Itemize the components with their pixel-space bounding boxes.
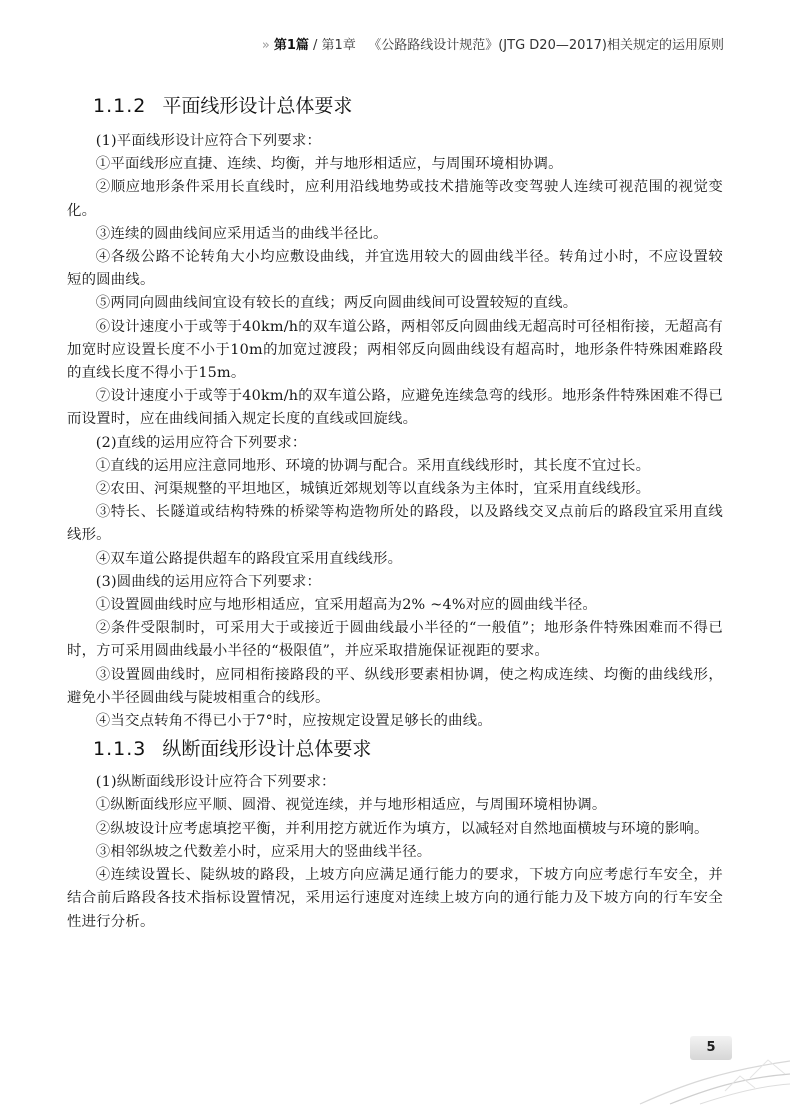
paragraph: (2)直线的运用应符合下列要求： [95,434,307,451]
section-title: 平面线形设计总体要求 [162,95,353,117]
paragraph: ②顺应地形条件采用长直线时，应利用沿线地势或技术措施等改变驾驶人连续可视范围的视觉变化。 [67,179,723,219]
road-illustration-decoration [630,1016,790,1106]
paragraph: ③特长、长隧道或结构特殊的桥梁等构造物所处的路段，以及路线交叉点前后的路段宜采用直线线形。 [67,504,723,544]
section-heading-1-1-3 [67,738,723,760]
section-body-1-1-3 [67,771,723,933]
section-body-1-1-2 [67,130,723,733]
section-number: 1.1.3 [93,738,147,761]
running-header [0,34,724,53]
paragraph: ⑥设计速度小于或等于40km/h的双车道公路，两相邻反向圆曲线无超高时可径相衔接，无超高有加宽时应设置长度不小于10m的加宽过渡段；两相邻反向圆曲线设有超高时，地形条件特殊困难路段的直线长度不得小于15m。 [67,318,723,382]
paragraph: (1)平面线形设计应符合下列要求： [95,133,322,149]
part-label: 第1篇 [273,38,309,53]
page-content [67,95,723,934]
paragraph: ①直线的运用应注意同地形、环境的协调与配合。采用直线线形时，其长度不宜过长。 [95,457,651,474]
paragraph: ①平面线形应直捷、连续、均衡，并与地形相适应，与周围环境相协调。 [95,156,563,173]
paragraph: ②条件受限制时，可采用大于或接近于圆曲线最小半径的“一般值”；地形条件特殊困难而不得已时，方可采用圆曲线最小半径的“极限值”，并应采取措施保证视距的要求。 [67,620,723,660]
chevron-icon: » [261,38,268,53]
paragraph: ④连续设置长、陡纵坡的路段，上坡方向应满足通行能力的要求，下坡方向应考虑行车安全，并结合前后路段各技术指标设置情况，采用运行速度对连续上坡方向的通行能力及下坡方向的行车安全性进行分析。 [67,867,723,930]
paragraph: ①设置圆曲线时应与地形相适应，宜采用超高为2% ~4%对应的圆曲线半径。 [95,597,598,614]
chapter-label: 第1章 [321,38,356,53]
paragraph: ⑤两同向圆曲线间宜设有较长的直线；两反向圆曲线间可设置较短的直线。 [95,295,578,312]
paragraph: ③连续的圆曲线间应采用适当的曲线半径比。 [95,225,388,242]
paragraph: (3)圆曲线的运用应符合下列要求： [95,573,322,590]
paragraph: ③设置圆曲线时，应同相衔接路段的平、纵线形要素相协调，使之构成连续、均衡的曲线线形，避免小半径圆曲线与陡坡相重合的线形。 [67,666,723,706]
paragraph: ④当交点转角不得已小于7°时，应按规定设置足够长的曲线。 [95,713,492,730]
section-heading-1-1-2 [67,95,723,117]
chapter-title: 《公路路线设计规范》(JTG D20—2017)相关规定的运用原则 [368,38,724,53]
paragraph: ⑦设计速度小于或等于40km/h的双车道公路，应避免连续急弯的线形。地形条件特殊困难不得已而设置时，应在曲线间插入规定长度的直线或回旋线。 [67,388,723,428]
paragraph: ④各级公路不论转角大小均应敷设曲线，并宜选用较大的圆曲线半径。转角过小时，不应设置较短的圆曲线。 [67,249,723,289]
paragraph: ②农田、河渠规整的平坦地区，城镇近郊规划等以直线条为主体时，宜采用直线线形。 [95,481,651,498]
paragraph: ③相邻纵坡之代数差小时，应采用大的竖曲线半径。 [95,843,432,860]
header-separator: / [313,38,318,53]
paragraph: ④双车道公路提供超车的路段宜采用直线线形。 [95,550,403,567]
page-number: 5 [690,1036,732,1060]
paragraph: ①纵断面线形应平顺、圆滑、视觉连续，并与地形相适应，与周围环境相协调。 [95,797,607,814]
section-title: 纵断面线形设计总体要求 [162,738,372,761]
paragraph: ②纵坡设计应考虑填挖平衡，并利用挖方就近作为填方，以减轻对自然地面横坡与环境的影响。 [95,820,709,837]
paragraph: (1)纵断面线形设计应符合下列要求： [95,774,336,791]
section-number: 1.1.2 [93,95,147,117]
